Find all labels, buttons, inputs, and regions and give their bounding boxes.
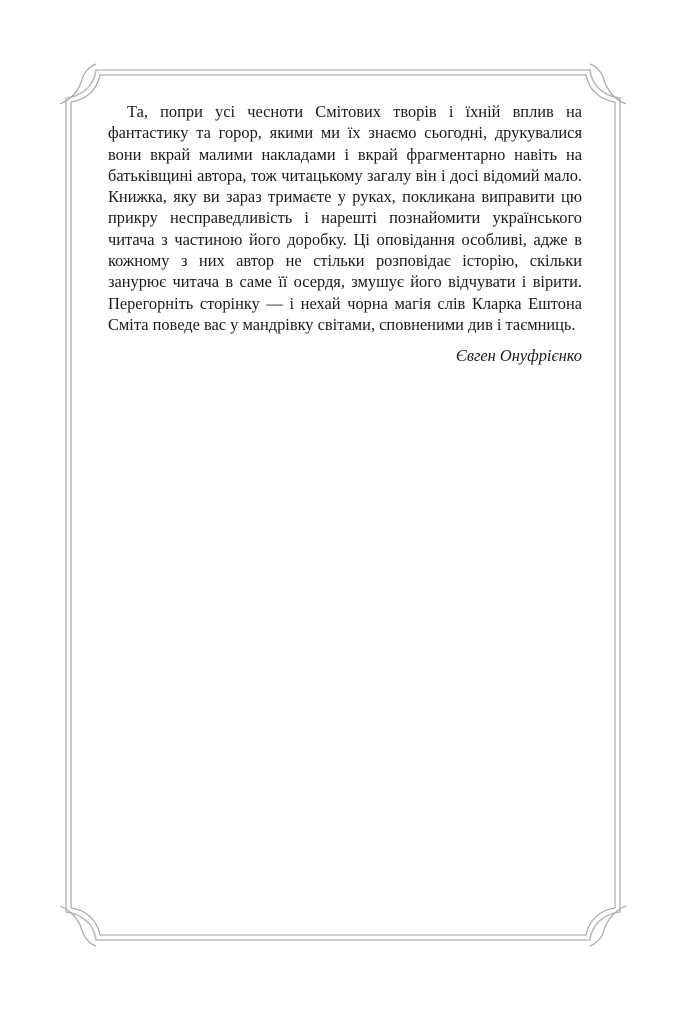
author-signature: Євген Онуфрієнко [455,346,582,366]
main-text-block [108,101,582,367]
body-paragraph: Та, попри усі чесноти Смітових творів і їхній вплив на фантастику та горор, якими ми їх знаємо сьогодні, друкувалися вони вкрай малими накладами і вкрай фрагментарно навіть на батьківщині автора, тож читацькому загалу він і досі відомий мало. Книжка, яку ви зараз тримаєте у руках, покликана виправити цю прикру несправедливість і нарешті познайомити українського читача з частиною його доробку. Ці оповідання особливі, адже в кожному з них автор не стільки розповідає історію, скільки занурює читача в саме її осердя, змушує його відчувати і вірити. Перегорніть сторінку — і нехай чорна магія слів Кларка Ештона Сміта поведе вас у мандрівку світами, сповненими див і таємниць. [108,102,582,334]
